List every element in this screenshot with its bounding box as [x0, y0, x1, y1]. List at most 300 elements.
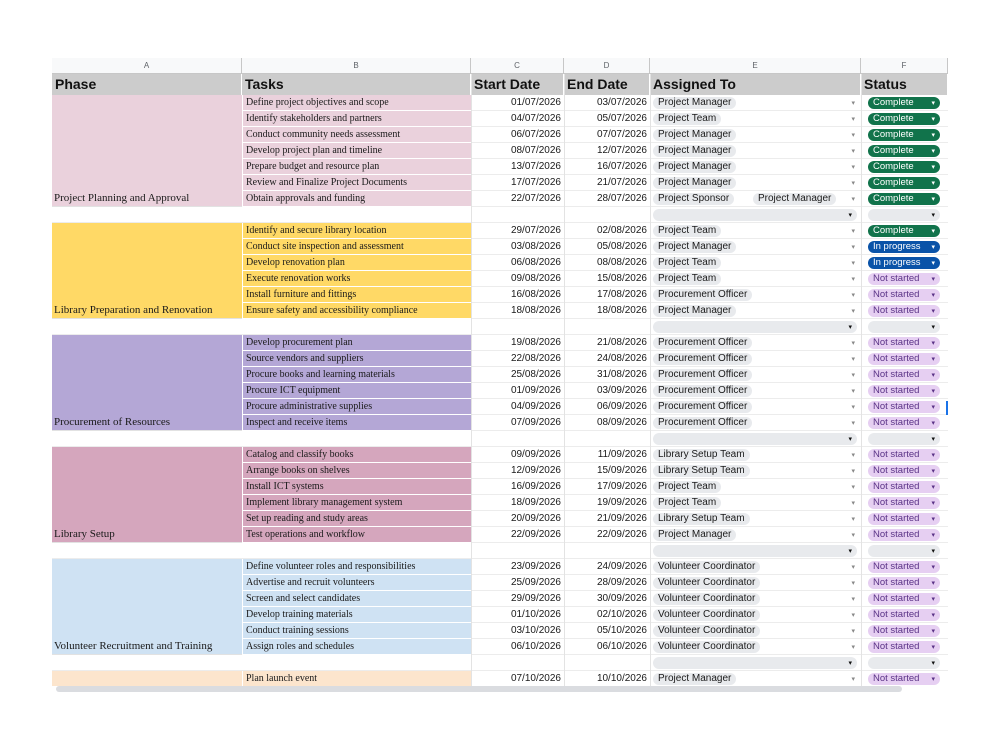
status-cell[interactable]: [861, 591, 948, 607]
start-date-cell[interactable]: 25/08/2026: [471, 367, 564, 383]
assigned-to-cell[interactable]: [650, 479, 861, 495]
dropdown-arrow-icon[interactable]: ▾: [851, 147, 855, 155]
assigned-to-cell[interactable]: [650, 383, 861, 399]
task-cell[interactable]: Inspect and receive items: [242, 415, 471, 431]
status-dropdown[interactable]: [868, 465, 940, 477]
end-date-cell[interactable]: 03/09/2026: [564, 383, 650, 399]
assigned-to-cell[interactable]: [650, 607, 861, 623]
status-cell[interactable]: [861, 639, 948, 655]
assignee-chip[interactable]: Project Team: [653, 497, 721, 509]
assigned-to-cell[interactable]: [650, 191, 861, 207]
start-date-cell[interactable]: 29/09/2026: [471, 591, 564, 607]
status-cell[interactable]: [861, 575, 948, 591]
assigned-to-cell[interactable]: [650, 367, 861, 383]
task-cell[interactable]: Identify stakeholders and partners: [242, 111, 471, 127]
end-date-cell[interactable]: 21/07/2026: [564, 175, 650, 191]
end-date-cell[interactable]: 05/08/2026: [564, 239, 650, 255]
start-date-cell[interactable]: 18/08/2026: [471, 303, 564, 319]
status-dropdown[interactable]: [868, 497, 940, 509]
assignee-chip[interactable]: Procurement Officer: [653, 401, 752, 413]
assignee-chip[interactable]: Procurement Officer: [653, 337, 752, 349]
task-cell[interactable]: Procure administrative supplies: [242, 399, 471, 415]
task-cell[interactable]: Assign roles and schedules: [242, 639, 471, 655]
dropdown-arrow-icon: ▾: [848, 659, 852, 667]
status-cell[interactable]: [861, 447, 948, 463]
dropdown-arrow-icon: ▾: [931, 435, 935, 443]
task-cell[interactable]: Conduct training sessions: [242, 623, 471, 639]
status-dropdown[interactable]: [868, 145, 940, 157]
dropdown-arrow-icon[interactable]: ▾: [851, 227, 855, 235]
end-date-cell[interactable]: 03/07/2026: [564, 95, 650, 111]
start-date-cell[interactable]: 07/10/2026: [471, 671, 564, 686]
assigned-to-cell[interactable]: [650, 639, 861, 655]
assignee-chip[interactable]: Procurement Officer: [653, 385, 752, 397]
status-dropdown[interactable]: [868, 337, 940, 349]
end-date-cell[interactable]: 06/09/2026: [564, 399, 650, 415]
end-date-cell[interactable]: 05/07/2026: [564, 111, 650, 127]
assignee-chip[interactable]: Project Sponsor: [653, 193, 734, 205]
empty-status-dropdown[interactable]: [868, 321, 940, 333]
status-cell[interactable]: [861, 415, 948, 431]
header-tasks[interactable]: Tasks: [242, 74, 471, 95]
start-date-cell[interactable]: 16/08/2026: [471, 287, 564, 303]
assigned-to-cell[interactable]: [650, 447, 861, 463]
dropdown-arrow-icon[interactable]: ▾: [851, 675, 855, 683]
task-cell[interactable]: Prepare budget and resource plan: [242, 159, 471, 175]
end-date-cell[interactable]: 02/08/2026: [564, 223, 650, 239]
column-header-e[interactable]: E: [650, 58, 861, 74]
start-date-cell[interactable]: 08/07/2026: [471, 143, 564, 159]
assigned-to-cell[interactable]: [650, 287, 861, 303]
assignee-chip[interactable]: Project Manager: [653, 145, 736, 157]
status-dropdown[interactable]: [868, 513, 940, 525]
dropdown-arrow-icon: ▾: [931, 147, 935, 155]
assigned-to-cell[interactable]: [650, 175, 861, 191]
assignee-chip[interactable]: Volunteer Coordinator: [653, 561, 760, 573]
phase-cell[interactable]: [52, 335, 242, 431]
dropdown-arrow-icon[interactable]: ▾: [851, 563, 855, 571]
phase-cell[interactable]: [52, 671, 242, 686]
status-dropdown[interactable]: [868, 609, 940, 621]
assigned-to-cell[interactable]: [650, 271, 861, 287]
task-cell[interactable]: Install furniture and fittings: [242, 287, 471, 303]
status-cell[interactable]: [861, 623, 948, 639]
start-date-cell[interactable]: 16/09/2026: [471, 479, 564, 495]
start-date-cell[interactable]: 19/08/2026: [471, 335, 564, 351]
column-header-a[interactable]: A: [52, 58, 242, 74]
assigned-to-cell[interactable]: [650, 159, 861, 175]
dropdown-arrow-icon[interactable]: ▾: [851, 339, 855, 347]
task-cell[interactable]: Define project objectives and scope: [242, 95, 471, 111]
status-dropdown[interactable]: [868, 401, 940, 413]
task-cell[interactable]: Develop training materials: [242, 607, 471, 623]
empty-status-dropdown[interactable]: [868, 545, 940, 557]
assignee-chip[interactable]: Library Setup Team: [653, 449, 750, 461]
status-dropdown[interactable]: [868, 369, 940, 381]
status-dropdown[interactable]: [868, 97, 940, 109]
end-date-cell[interactable]: 08/09/2026: [564, 415, 650, 431]
assigned-to-cell[interactable]: [650, 623, 861, 639]
status-cell[interactable]: [861, 383, 948, 399]
end-date-cell[interactable]: 30/09/2026: [564, 591, 650, 607]
dropdown-arrow-icon[interactable]: ▾: [851, 611, 855, 619]
start-date-cell[interactable]: 01/09/2026: [471, 383, 564, 399]
dropdown-arrow-icon[interactable]: ▾: [851, 243, 855, 251]
dropdown-arrow-icon[interactable]: ▾: [851, 307, 855, 315]
start-date-cell[interactable]: 25/09/2026: [471, 575, 564, 591]
assignee-chip[interactable]: Volunteer Coordinator: [653, 641, 760, 653]
phase-cell[interactable]: [52, 95, 242, 207]
status-dropdown[interactable]: [868, 625, 940, 637]
dropdown-arrow-icon[interactable]: ▾: [851, 579, 855, 587]
status-dropdown[interactable]: [868, 673, 940, 685]
end-date-cell[interactable]: 24/09/2026: [564, 559, 650, 575]
dropdown-arrow-icon[interactable]: ▾: [851, 387, 855, 395]
status-label: Not started: [873, 449, 920, 460]
status-dropdown[interactable]: [868, 241, 940, 253]
end-date-cell[interactable]: 18/08/2026: [564, 303, 650, 319]
task-cell[interactable]: Define volunteer roles and responsibilities: [242, 559, 471, 575]
empty-assignee-dropdown[interactable]: [653, 545, 857, 557]
dropdown-arrow-icon: ▾: [931, 451, 935, 459]
status-dropdown[interactable]: [868, 273, 940, 285]
start-date-cell[interactable]: 06/07/2026: [471, 127, 564, 143]
phase-cell[interactable]: [52, 559, 242, 655]
dropdown-arrow-icon: ▾: [931, 403, 935, 411]
horizontal-scrollbar[interactable]: [56, 686, 902, 692]
end-date-cell[interactable]: 08/08/2026: [564, 255, 650, 271]
start-date-cell[interactable]: 12/09/2026: [471, 463, 564, 479]
assigned-to-cell[interactable]: [650, 111, 861, 127]
dropdown-arrow-icon[interactable]: ▾: [851, 515, 855, 523]
task-cell[interactable]: Review and Finalize Project Documents: [242, 175, 471, 191]
status-cell[interactable]: [861, 527, 948, 543]
status-cell[interactable]: [861, 495, 948, 511]
dropdown-arrow-icon[interactable]: ▾: [851, 195, 855, 203]
assigned-to-cell[interactable]: [650, 303, 861, 319]
end-date-cell[interactable]: 11/09/2026: [564, 447, 650, 463]
start-date-cell[interactable]: 03/10/2026: [471, 623, 564, 639]
status-cell[interactable]: [861, 463, 948, 479]
task-cell[interactable]: Develop renovation plan: [242, 255, 471, 271]
end-date-cell[interactable]: 22/09/2026: [564, 527, 650, 543]
start-date-cell[interactable]: 06/08/2026: [471, 255, 564, 271]
end-date-cell[interactable]: 21/08/2026: [564, 335, 650, 351]
start-date-cell[interactable]: 17/07/2026: [471, 175, 564, 191]
assignee-chip[interactable]: Volunteer Coordinator: [653, 577, 760, 589]
status-label: Not started: [873, 625, 920, 636]
dropdown-arrow-icon[interactable]: ▾: [851, 467, 855, 475]
status-dropdown[interactable]: [868, 449, 940, 461]
end-date-cell[interactable]: 31/08/2026: [564, 367, 650, 383]
status-cell[interactable]: [861, 287, 948, 303]
status-dropdown[interactable]: [868, 177, 940, 189]
task-cell[interactable]: Test operations and workflow: [242, 527, 471, 543]
end-date-cell[interactable]: 21/09/2026: [564, 511, 650, 527]
status-cell[interactable]: [861, 367, 948, 383]
empty-assignee-dropdown[interactable]: [653, 433, 857, 445]
start-date-cell[interactable]: 01/10/2026: [471, 607, 564, 623]
status-dropdown[interactable]: [868, 193, 940, 205]
dropdown-arrow-icon[interactable]: ▾: [851, 643, 855, 651]
status-dropdown[interactable]: [868, 481, 940, 493]
status-cell[interactable]: [861, 479, 948, 495]
start-date-cell[interactable]: 22/09/2026: [471, 527, 564, 543]
dropdown-arrow-icon[interactable]: ▾: [851, 483, 855, 491]
column-header-c[interactable]: C: [471, 58, 564, 74]
end-date-cell[interactable]: 19/09/2026: [564, 495, 650, 511]
task-cell[interactable]: Source vendors and suppliers: [242, 351, 471, 367]
assignee-chip[interactable]: Library Setup Team: [653, 513, 750, 525]
status-cell[interactable]: [861, 351, 948, 367]
assigned-to-cell[interactable]: [650, 239, 861, 255]
task-cell[interactable]: Implement library management system: [242, 495, 471, 511]
task-cell[interactable]: Plan launch event: [242, 671, 471, 686]
end-date-cell[interactable]: 24/08/2026: [564, 351, 650, 367]
dropdown-arrow-icon[interactable]: ▾: [851, 259, 855, 267]
task-cell[interactable]: Screen and select candidates: [242, 591, 471, 607]
task-cell[interactable]: Catalog and classify books: [242, 447, 471, 463]
dropdown-arrow-icon[interactable]: ▾: [851, 275, 855, 283]
end-date-cell[interactable]: 06/10/2026: [564, 639, 650, 655]
assigned-to-cell[interactable]: [650, 527, 861, 543]
column-header-d[interactable]: D: [564, 58, 650, 74]
assignee-chip[interactable]: Procurement Officer: [653, 417, 752, 429]
assignee-chip[interactable]: Procurement Officer: [653, 353, 752, 365]
header-start-date[interactable]: Start Date: [471, 74, 564, 95]
dropdown-arrow-icon[interactable]: ▾: [851, 531, 855, 539]
start-date-cell[interactable]: 06/10/2026: [471, 639, 564, 655]
task-cell[interactable]: Ensure safety and accessibility compliance: [242, 303, 471, 319]
dropdown-arrow-icon[interactable]: ▾: [851, 355, 855, 363]
assignee-chip[interactable]: Project Team: [653, 113, 721, 125]
empty-status-dropdown[interactable]: [868, 657, 940, 669]
spreadsheet-grid[interactable]: [52, 58, 948, 686]
end-date-cell[interactable]: 15/09/2026: [564, 463, 650, 479]
assigned-to-cell[interactable]: [650, 671, 861, 686]
status-cell[interactable]: [861, 175, 948, 191]
status-cell[interactable]: [861, 191, 948, 207]
status-cell[interactable]: [861, 271, 948, 287]
status-cell[interactable]: [861, 127, 948, 143]
assignee-chip[interactable]: Project Manager: [653, 673, 736, 685]
dropdown-arrow-icon[interactable]: ▾: [851, 419, 855, 427]
assignee-chip[interactable]: Procurement Officer: [653, 369, 752, 381]
assignee-chip[interactable]: Volunteer Coordinator: [653, 625, 760, 637]
assigned-to-cell[interactable]: [650, 127, 861, 143]
start-date-cell[interactable]: 09/08/2026: [471, 271, 564, 287]
assignee-chip[interactable]: Project Team: [653, 257, 721, 269]
task-cell[interactable]: Procure books and learning materials: [242, 367, 471, 383]
status-cell[interactable]: [861, 399, 948, 415]
status-cell[interactable]: [861, 143, 948, 159]
status-dropdown[interactable]: [868, 561, 940, 573]
status-cell[interactable]: [861, 239, 948, 255]
assigned-to-cell[interactable]: [650, 399, 861, 415]
dropdown-arrow-icon: ▾: [931, 227, 935, 235]
assignee-chip[interactable]: Project Manager: [753, 193, 836, 205]
status-cell[interactable]: [861, 559, 948, 575]
end-date-cell[interactable]: 17/08/2026: [564, 287, 650, 303]
empty-assignee-dropdown[interactable]: [653, 209, 857, 221]
dropdown-arrow-icon: ▾: [931, 99, 935, 107]
end-date-cell[interactable]: 28/07/2026: [564, 191, 650, 207]
assignee-chip[interactable]: Project Team: [653, 225, 721, 237]
status-dropdown[interactable]: [868, 593, 940, 605]
dropdown-arrow-icon[interactable]: ▾: [851, 627, 855, 635]
status-cell[interactable]: [861, 111, 948, 127]
assigned-to-cell[interactable]: [650, 495, 861, 511]
end-date-cell[interactable]: 17/09/2026: [564, 479, 650, 495]
empty-assignee-dropdown[interactable]: [653, 321, 857, 333]
task-cell[interactable]: Obtain approvals and funding: [242, 191, 471, 207]
status-dropdown[interactable]: [868, 641, 940, 653]
status-cell[interactable]: [861, 511, 948, 527]
start-date-cell[interactable]: 29/07/2026: [471, 223, 564, 239]
task-cell[interactable]: Develop project plan and timeline: [242, 143, 471, 159]
start-date-cell[interactable]: 22/07/2026: [471, 191, 564, 207]
assignee-chip[interactable]: Procurement Officer: [653, 289, 752, 301]
task-cell[interactable]: Install ICT systems: [242, 479, 471, 495]
assigned-to-cell[interactable]: [650, 591, 861, 607]
assigned-to-cell[interactable]: [650, 575, 861, 591]
assigned-to-cell[interactable]: [650, 95, 861, 111]
assigned-to-cell[interactable]: [650, 255, 861, 271]
dropdown-arrow-icon[interactable]: ▾: [851, 131, 855, 139]
start-date-cell[interactable]: 13/07/2026: [471, 159, 564, 175]
end-date-cell[interactable]: 10/10/2026: [564, 671, 650, 686]
end-date-cell[interactable]: 15/08/2026: [564, 271, 650, 287]
status-dropdown[interactable]: [868, 225, 940, 237]
assigned-to-cell[interactable]: [650, 351, 861, 367]
phase-cell[interactable]: [52, 447, 242, 543]
start-date-cell[interactable]: 07/09/2026: [471, 415, 564, 431]
status-cell[interactable]: [861, 95, 948, 111]
end-date-cell[interactable]: 16/07/2026: [564, 159, 650, 175]
assigned-to-cell[interactable]: [650, 223, 861, 239]
status-cell[interactable]: [861, 607, 948, 623]
assigned-to-cell[interactable]: [650, 415, 861, 431]
assignee-chip[interactable]: Project Team: [653, 481, 721, 493]
start-date-cell[interactable]: 18/09/2026: [471, 495, 564, 511]
status-cell[interactable]: [861, 335, 948, 351]
assignee-chip[interactable]: Volunteer Coordinator: [653, 593, 760, 605]
status-dropdown[interactable]: [868, 417, 940, 429]
start-date-cell[interactable]: 22/08/2026: [471, 351, 564, 367]
status-dropdown[interactable]: [868, 305, 940, 317]
status-dropdown[interactable]: [868, 529, 940, 541]
task-cell[interactable]: Develop procurement plan: [242, 335, 471, 351]
start-date-cell[interactable]: 04/07/2026: [471, 111, 564, 127]
status-dropdown[interactable]: [868, 353, 940, 365]
task-cell[interactable]: Conduct community needs assessment: [242, 127, 471, 143]
dropdown-arrow-icon: ▾: [931, 243, 935, 251]
start-date-cell[interactable]: 04/09/2026: [471, 399, 564, 415]
start-date-cell[interactable]: 03/08/2026: [471, 239, 564, 255]
header-status[interactable]: Status: [861, 74, 948, 95]
assignee-chip[interactable]: Project Manager: [653, 241, 736, 253]
dropdown-arrow-icon[interactable]: ▾: [851, 403, 855, 411]
end-date-cell[interactable]: 28/09/2026: [564, 575, 650, 591]
assigned-to-cell[interactable]: [650, 463, 861, 479]
column-header-b[interactable]: B: [242, 58, 471, 74]
assignee-chip[interactable]: Project Manager: [653, 161, 736, 173]
task-cell[interactable]: Arrange books on shelves: [242, 463, 471, 479]
start-date-cell[interactable]: 23/09/2026: [471, 559, 564, 575]
dropdown-arrow-icon: ▾: [931, 291, 935, 299]
assignee-chip[interactable]: Volunteer Coordinator: [653, 609, 760, 621]
empty-status-dropdown[interactable]: [868, 209, 940, 221]
start-date-cell[interactable]: 01/07/2026: [471, 95, 564, 111]
task-cell[interactable]: Conduct site inspection and assessment: [242, 239, 471, 255]
start-date-cell[interactable]: 20/09/2026: [471, 511, 564, 527]
assigned-to-cell[interactable]: [650, 559, 861, 575]
phase-cell[interactable]: [52, 223, 242, 319]
dropdown-arrow-icon[interactable]: ▾: [851, 595, 855, 603]
status-dropdown[interactable]: [868, 257, 940, 269]
start-date-cell[interactable]: 09/09/2026: [471, 447, 564, 463]
status-dropdown[interactable]: [868, 113, 940, 125]
end-date-cell[interactable]: 07/07/2026: [564, 127, 650, 143]
assigned-to-cell[interactable]: [650, 511, 861, 527]
status-cell[interactable]: [861, 255, 948, 271]
status-cell[interactable]: [861, 303, 948, 319]
assignee-chip[interactable]: Project Manager: [653, 529, 736, 541]
end-date-cell[interactable]: 05/10/2026: [564, 623, 650, 639]
status-cell[interactable]: [861, 159, 948, 175]
assignee-chip[interactable]: Project Manager: [653, 129, 736, 141]
assignee-chip[interactable]: Library Setup Team: [653, 465, 750, 477]
status-dropdown[interactable]: [868, 289, 940, 301]
assignee-chip[interactable]: Project Manager: [653, 97, 736, 109]
task-cell[interactable]: Procure ICT equipment: [242, 383, 471, 399]
status-label: Complete: [873, 225, 914, 236]
status-cell[interactable]: [861, 223, 948, 239]
assignee-chip[interactable]: Project Team: [653, 273, 721, 285]
dropdown-arrow-icon[interactable]: ▾: [851, 291, 855, 299]
end-date-cell[interactable]: 02/10/2026: [564, 607, 650, 623]
task-cell[interactable]: Execute renovation works: [242, 271, 471, 287]
dropdown-arrow-icon[interactable]: ▾: [851, 499, 855, 507]
status-dropdown[interactable]: [868, 577, 940, 589]
assignee-chip[interactable]: Project Manager: [653, 177, 736, 189]
assigned-to-cell[interactable]: [650, 335, 861, 351]
grid-line: [471, 74, 472, 686]
header-assigned-to[interactable]: Assigned To: [650, 74, 861, 95]
status-dropdown[interactable]: [868, 129, 940, 141]
dropdown-arrow-icon[interactable]: ▾: [851, 163, 855, 171]
task-cell[interactable]: Advertise and recruit volunteers: [242, 575, 471, 591]
dropdown-arrow-icon[interactable]: ▾: [851, 115, 855, 123]
empty-status-dropdown[interactable]: [868, 433, 940, 445]
end-date-cell[interactable]: 12/07/2026: [564, 143, 650, 159]
status-dropdown[interactable]: [868, 161, 940, 173]
dropdown-arrow-icon[interactable]: ▾: [851, 371, 855, 379]
dropdown-arrow-icon[interactable]: ▾: [851, 99, 855, 107]
dropdown-arrow-icon[interactable]: ▾: [851, 179, 855, 187]
assignee-chip[interactable]: Project Manager: [653, 305, 736, 317]
header-phase[interactable]: Phase: [52, 74, 242, 95]
status-cell[interactable]: [861, 671, 948, 686]
empty-assignee-dropdown[interactable]: [653, 657, 857, 669]
task-cell[interactable]: Identify and secure library location: [242, 223, 471, 239]
status-dropdown[interactable]: [868, 385, 940, 397]
header-end-date[interactable]: End Date: [564, 74, 650, 95]
column-header-f[interactable]: F: [861, 58, 948, 74]
dropdown-arrow-icon[interactable]: ▾: [851, 451, 855, 459]
assigned-to-cell[interactable]: [650, 143, 861, 159]
task-cell[interactable]: Set up reading and study areas: [242, 511, 471, 527]
